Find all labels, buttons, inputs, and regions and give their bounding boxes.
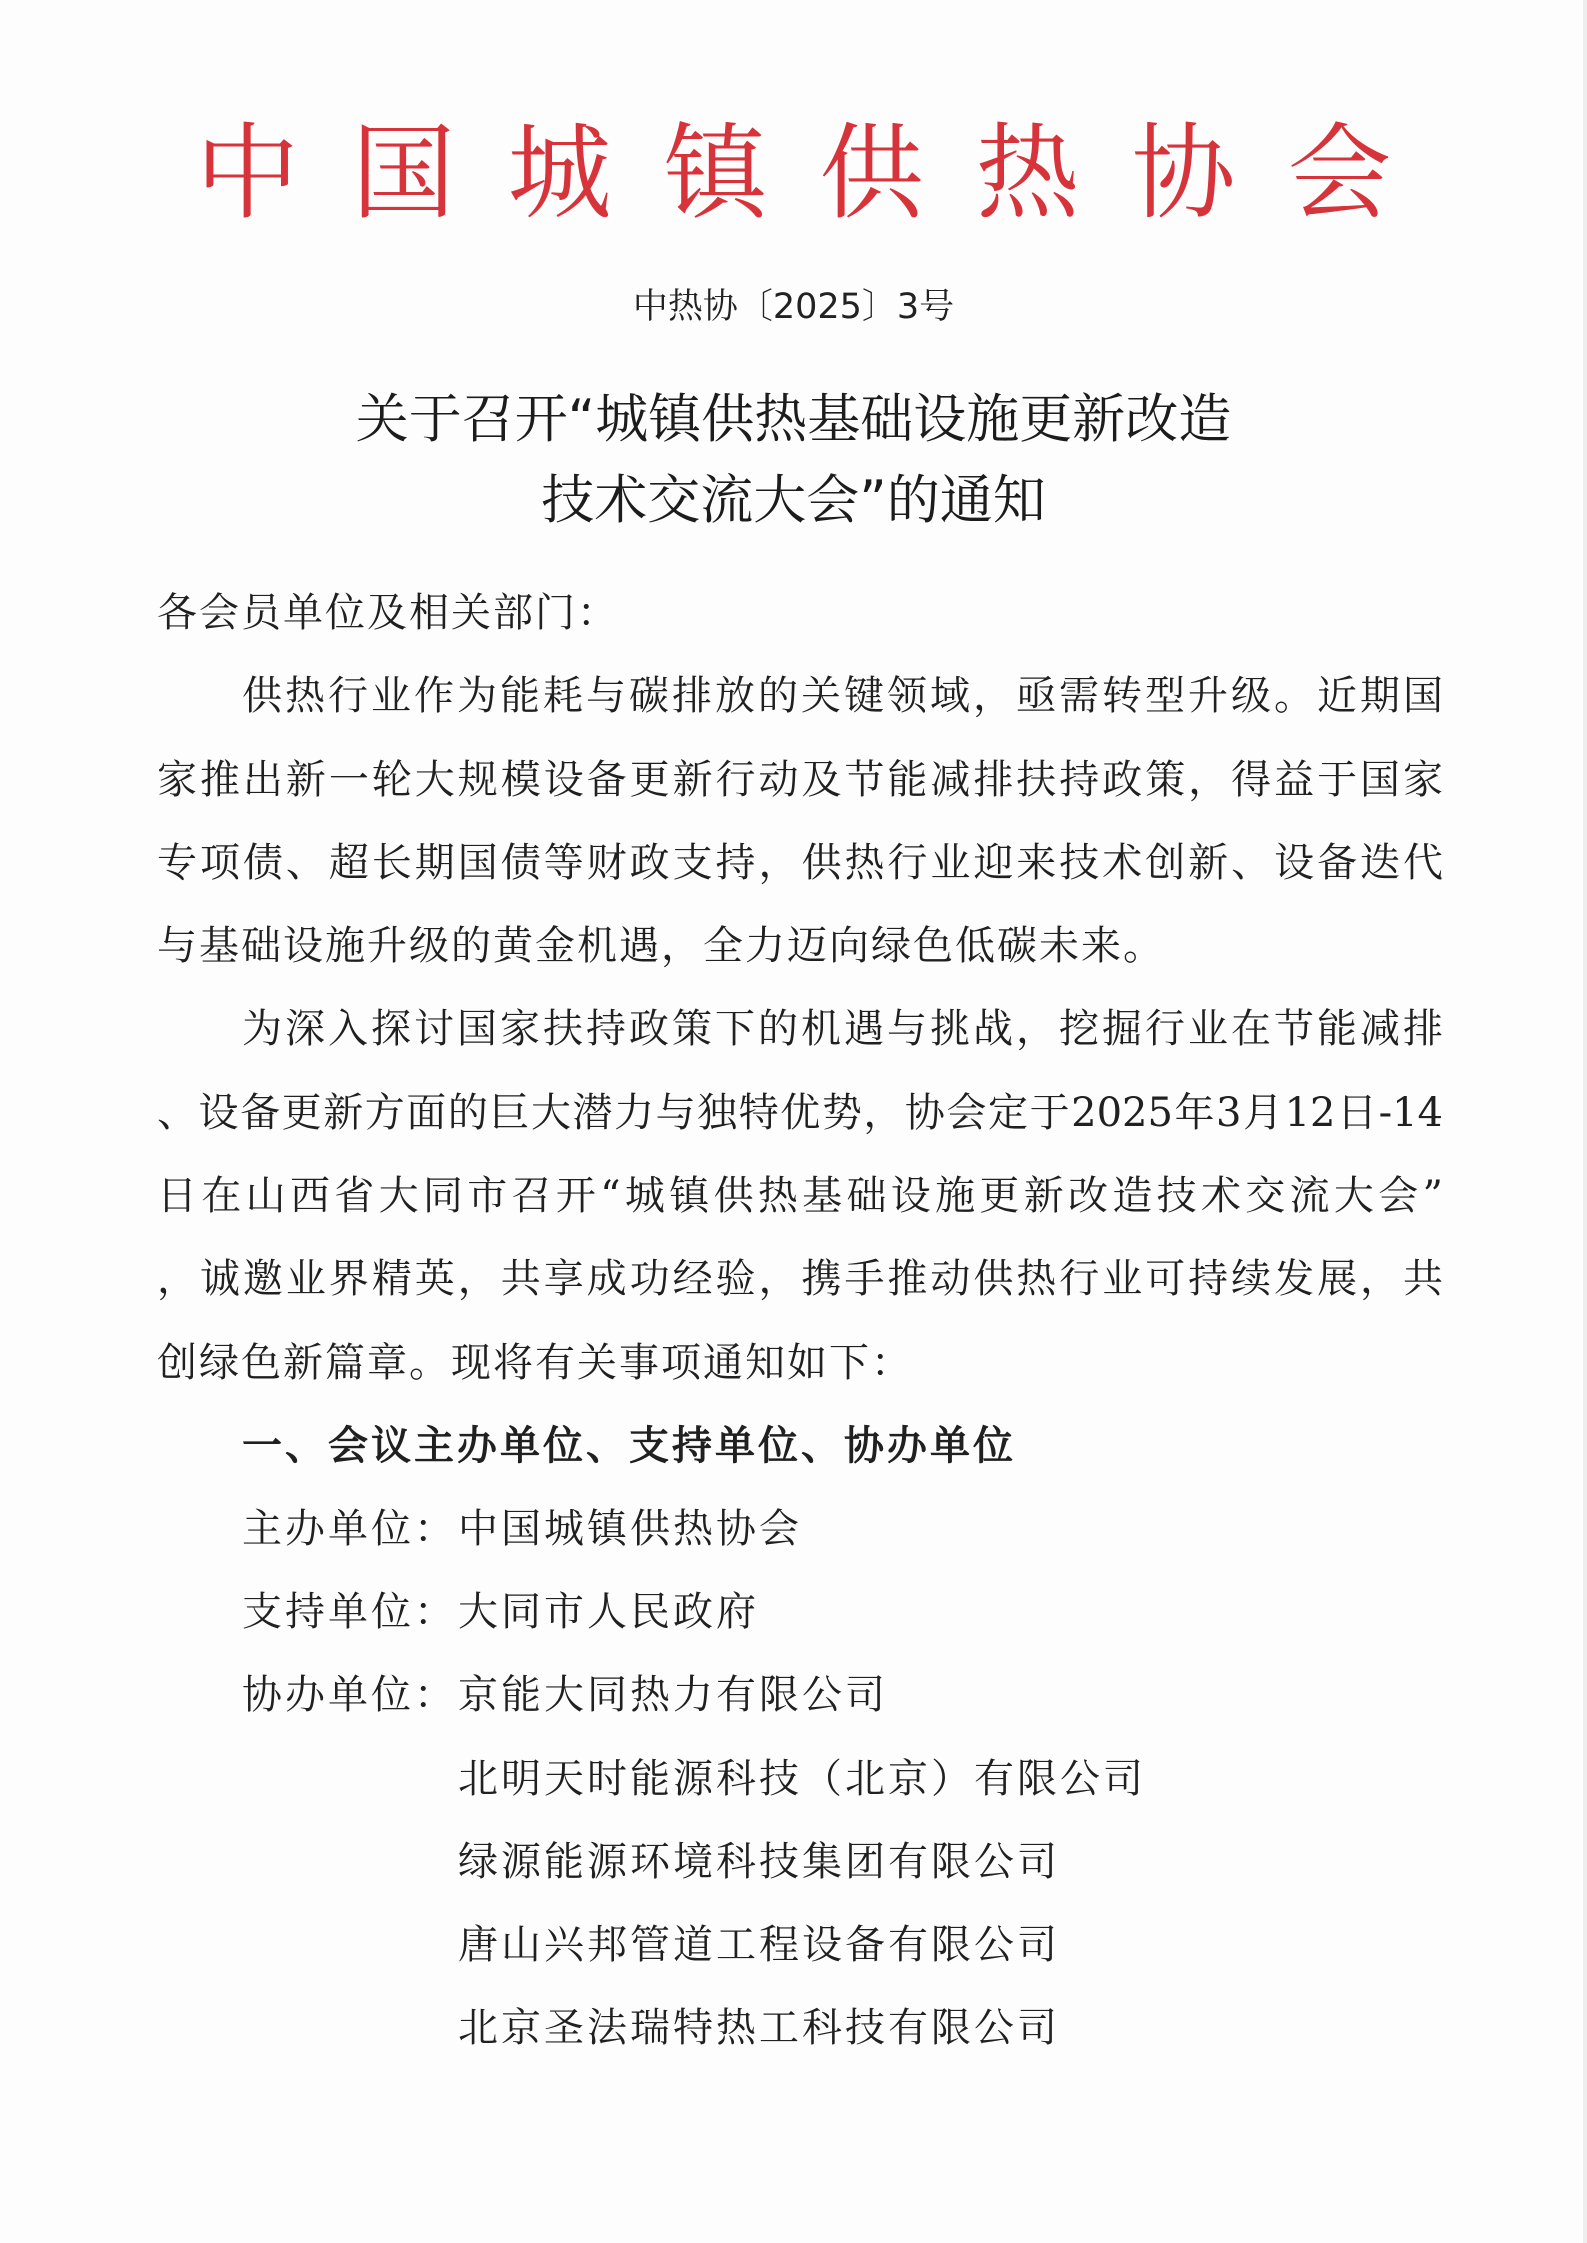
scan-edge bbox=[1583, 0, 1587, 2243]
co-organizer-label: 协办单位： bbox=[242, 1672, 457, 1718]
support-organization: 大同市人民政府 bbox=[458, 1589, 759, 1635]
paragraph-2-line: 、设备更新方面的巨大潜力与独特优势，协会定于2025年3月12日-14 bbox=[157, 1090, 1443, 1136]
co-organizer-item: 唐山兴邦管道工程设备有限公司 bbox=[458, 1922, 1060, 1968]
paragraph-2-line: ，诚邀业界精英，共享成功经验，携手推动供热行业可持续发展，共 bbox=[157, 1256, 1443, 1302]
paragraph-1-line: 与基础设施升级的黄金机遇，全力迈向绿色低碳未来。 bbox=[157, 923, 1165, 969]
paragraph-1-line: 家推出新一轮大规模设备更新行动及节能减排扶持政策，得益于国家 bbox=[157, 757, 1443, 803]
paragraph-1-line: 供热行业作为能耗与碳排放的关键领域，亟需转型升级。近期国 bbox=[242, 673, 1443, 719]
co-organizer-item: 北明天时能源科技（北京）有限公司 bbox=[458, 1756, 1146, 1802]
notice-title-line-2: 技术交流大会”的通知 bbox=[541, 470, 1046, 531]
co-organizer-item: 北京圣法瑞特热工科技有限公司 bbox=[458, 2005, 1060, 2051]
paragraph-2-line: 日在山西省大同市召开“城镇供热基础设施更新改造技术交流大会” bbox=[157, 1173, 1443, 1219]
salutation: 各会员单位及相关部门： bbox=[157, 590, 619, 636]
paragraph-2-line: 为深入探讨国家扶持政策下的机遇与挑战，挖掘行业在节能减排 bbox=[242, 1006, 1443, 1052]
paragraph-2-line: 创绿色新篇章。现将有关事项通知如下： bbox=[157, 1340, 913, 1386]
host-label: 主办单位： bbox=[242, 1506, 457, 1552]
organization-letterhead: 中国城镇供热协会 bbox=[195, 112, 1444, 234]
section-1-heading: 一、会议主办单位、支持单位、协办单位 bbox=[242, 1422, 1016, 1469]
support-label: 支持单位： bbox=[242, 1589, 457, 1635]
co-organizer-item: 绿源能源环境科技集团有限公司 bbox=[458, 1839, 1060, 1885]
paragraph-1-line: 专项债、超长期国债等财政支持，供热行业迎来技术创新、设备迭代 bbox=[157, 840, 1443, 886]
document-number: 中热协〔2025〕3号 bbox=[632, 287, 955, 327]
notice-title-line-1: 关于召开“城镇供热基础设施更新改造 bbox=[355, 389, 1232, 450]
host-organization: 中国城镇供热协会 bbox=[458, 1506, 802, 1552]
co-organizer-item: 京能大同热力有限公司 bbox=[458, 1672, 888, 1718]
